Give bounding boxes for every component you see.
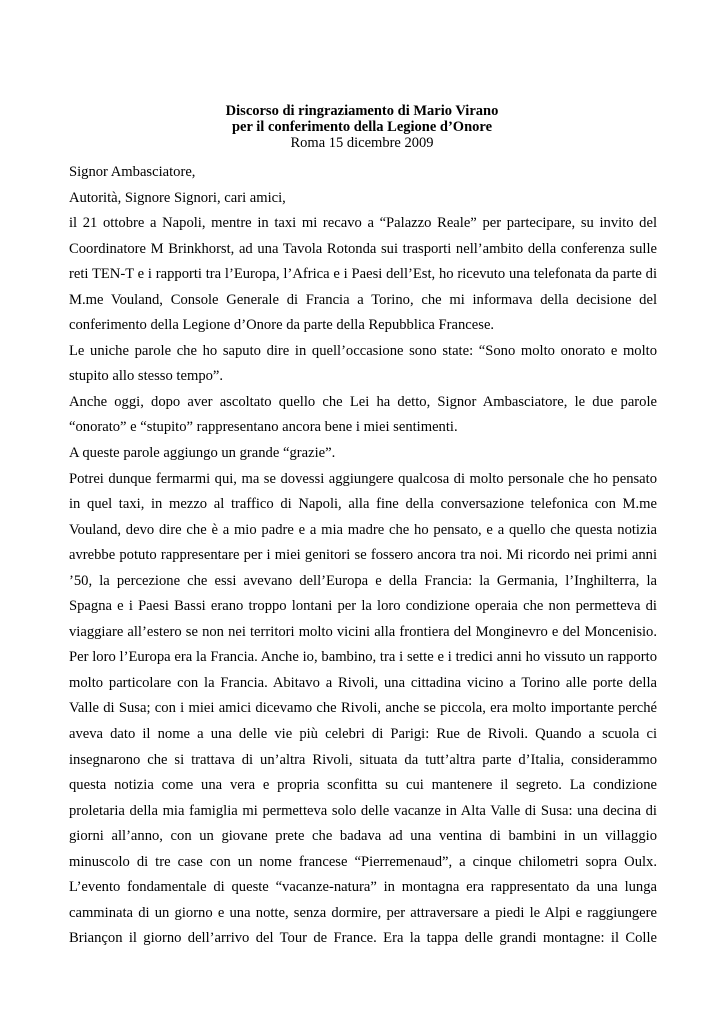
title-line-1: Discorso di ringraziamento di Mario Virano xyxy=(225,103,499,119)
paragraph-memories: Potrei dunque fermarmi qui, ma se dovessi aggiungere qualcosa di molto personale che ho pensato in quel taxi, in mezzo al traffico di Napoli, alla fine della conversazione telefonica con M.me Vouland, devo dire che è a mio padre e a mia madre che ho pensato, e a quello che questa notizia avrebbe potuto rappresentare per i miei genitori se fossero ancora tra noi. Mi ricordo nei primi anni ’50, la percezione che essi avevano dell’Europa e della Francia: la Germania, l’Inghilterra, la Spagna e i Paesi Bassi erano troppo lontani per la loro condizione operaia che non permetteva di viaggiare all’estero se non nei territori molto vicini alla frontiera del Monginevro e del Moncenisio. Per loro l’Europa era la Francia. Anche io, bambino, tra i sette e i tredici anni ho vissuto un rapporto molto particolare con la Francia. Abitavo a Rivoli, una cittadina vicino a Torino alle porte della Valle di Susa; con i miei amici dicevamo che Rivoli, anche se piccola, era molto importante perché aveva dato il nome a una delle vie più celebri di Parigi: Rue de Rivoli. Quando a scuola ci insegnarono che si trattava di un’altra Rivoli, situata da tutt’altra parte d’Italia, considerammo questa notizia come una vera e propria sconfitta su cui mantenere il segreto. La condizione proletaria della mia famiglia mi permetteva solo delle vacanze in Alta Valle di Susa: una decina di giorni all’anno, con un giovane prete che badava ad una ventina di bambini in un villaggio minuscolo di tre case con un nome francese “Pierremenaud”, a cinque chilometri sopra Oulx. L’evento fondamentale di queste “vacanze-natura” in montagna era rappresentato da una lunga camminata di un giorno e una notte, senza dormire, per attraversare a piedi le Alpi e raggiungere Briançon il giorno dell’arrivo del Tour de France. Era la tappa delle grandi montagne: il Colle xyxy=(69,470,657,947)
greeting: Autorità, Signore Signori, cari amici, xyxy=(69,189,286,206)
paragraph-first-words: Le uniche parole che ho saputo dire in quell’occasione sono state: “Sono molto onorato e molto stupito allo stesso tempo”. xyxy=(69,342,657,385)
paragraph-today: Anche oggi, dopo aver ascoltato quello che Lei ha detto, Signor Ambasciatore, le due parole “onorato” e “stupito” rappresentano ancora bene i miei sentimenti. xyxy=(69,393,657,436)
salutation: Signor Ambasciatore, xyxy=(69,164,196,180)
document-title xyxy=(0,103,724,151)
paragraph-thanks: A queste parole aggiungo un grande “grazie”. xyxy=(69,445,336,462)
date-line: Roma 15 dicembre 2009 xyxy=(290,135,434,151)
title-line-2: per il conferimento della Legione d’Onore xyxy=(231,119,493,135)
speech-body xyxy=(69,160,657,952)
paragraph-napoli-call: il 21 ottobre a Napoli, mentre in taxi mi recavo a “Palazzo Reale” per partecipare, su invito del Coordinatore M Brinkhorst, ad una Tavola Rotonda sui trasporti nell’ambito della conferenza sulle reti TEN-T e i rapporti tra l’Europa, l’Africa e i Paesi dell’Est, ho ricevuto una telefonata da parte di M.me Vouland, Console Generale di Francia a Torino, che mi informava della decisione del conferimento della Legione d’Onore da parte della Repubblica Francese. xyxy=(69,215,657,334)
